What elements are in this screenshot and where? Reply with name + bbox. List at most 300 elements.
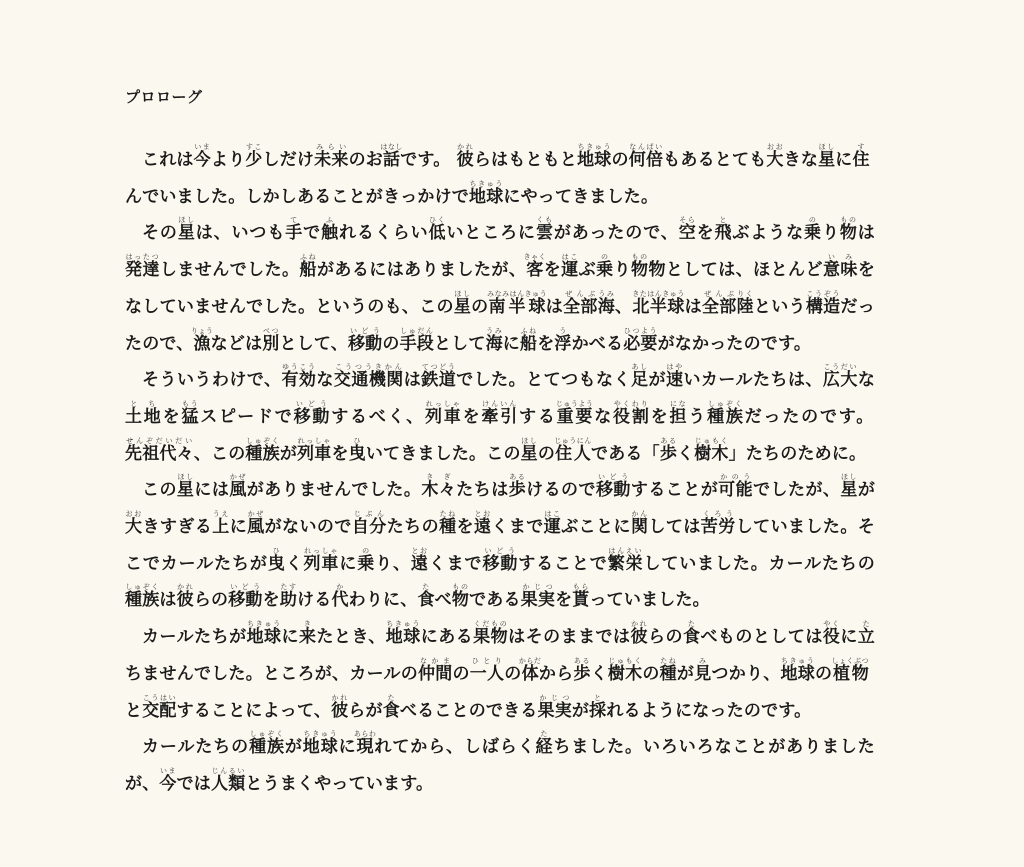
ruby-word — [555, 399, 594, 427]
text-run: 物としては、ほとんど — [648, 260, 823, 281]
ruby-word — [451, 583, 470, 611]
ruby-word — [572, 583, 590, 611]
ruby-base: 担 — [669, 406, 689, 427]
text-run: を — [543, 260, 562, 281]
text-run: に — [840, 627, 858, 648]
ruby-reading: ほし — [520, 436, 538, 445]
ruby-reading: じんるい — [211, 766, 246, 775]
ruby-reading: しゅぞく — [249, 730, 285, 739]
text-run: を — [456, 517, 474, 538]
ruby-reading: て — [285, 216, 303, 225]
ruby-reading: はったつ — [125, 253, 160, 262]
ruby-reading: ひ — [348, 436, 366, 445]
ruby-reading: しゅぞく — [125, 583, 160, 592]
ruby-word — [631, 253, 649, 281]
text-run: しませんでした。 — [159, 260, 300, 281]
ruby-reading: すこ — [245, 143, 263, 151]
ruby-base: 客 — [523, 260, 547, 281]
text-run: れるようになったのです。 — [606, 700, 812, 721]
ruby-word — [424, 399, 463, 427]
ruby-base: 食 — [417, 590, 435, 611]
ruby-base: 触 — [321, 223, 339, 244]
ruby-word — [518, 656, 542, 684]
ruby-word — [303, 546, 340, 574]
ruby-reading: かれ — [630, 620, 648, 629]
ruby-reading: た — [857, 620, 875, 629]
ruby-base: 有効 — [281, 370, 317, 391]
ruby-word — [262, 326, 280, 354]
ruby-base: 重要 — [555, 406, 594, 427]
ruby-reading: いま — [159, 766, 177, 775]
text-run: は — [545, 296, 564, 317]
ruby-reading: りょう — [190, 326, 214, 335]
ruby-base: 彼 — [331, 700, 349, 721]
ruby-reading: りく — [736, 289, 754, 298]
ruby-word — [508, 473, 527, 501]
text-run: とうまくやっています。 — [245, 773, 434, 794]
text-run: が — [857, 480, 876, 501]
text-run: その — [142, 223, 178, 244]
ruby-reading: ほし — [818, 143, 836, 151]
ruby-base: 話 — [380, 150, 403, 170]
text-run: だったので、 — [125, 296, 875, 354]
text-run: けるので — [526, 480, 596, 501]
text-run: は — [159, 590, 177, 611]
ruby-base: 来 — [299, 627, 317, 648]
ruby-reading: くも — [535, 216, 554, 225]
ruby-base: 歩 — [573, 663, 591, 684]
text-run: かべる — [571, 333, 624, 354]
ruby-word — [249, 730, 285, 758]
text-run: な — [857, 370, 876, 391]
ruby-base: 発達 — [125, 260, 160, 281]
ruby-word — [190, 326, 214, 354]
ruby-reading: か — [331, 583, 349, 592]
ruby-word — [718, 473, 754, 501]
text-run: の — [815, 663, 833, 684]
text-run: きすぎる — [142, 517, 213, 538]
ruby-base: 交通機関 — [333, 370, 404, 391]
ruby-word — [380, 143, 403, 170]
ruby-reading: くだもの — [473, 620, 508, 629]
ruby-word — [245, 143, 263, 170]
ruby-base: 役 — [822, 627, 841, 648]
ruby-reading: そら — [678, 216, 696, 225]
ruby-word — [822, 363, 858, 391]
ruby-base: 列車 — [303, 553, 340, 574]
page-title: プロローグ — [125, 88, 203, 106]
ruby-word — [297, 436, 332, 464]
text-run: を — [462, 406, 482, 427]
text-run: っていました。 — [589, 590, 710, 611]
ruby-word — [520, 436, 538, 464]
ruby-base: 種族 — [707, 406, 745, 427]
text-run: いてきました。この — [365, 443, 521, 464]
ruby-reading: た — [417, 583, 435, 592]
text-run: ちませんでした。ところが、カールの — [125, 663, 418, 684]
text-run: していました。カールたちの — [643, 553, 875, 574]
ruby-reading: す — [852, 143, 870, 151]
ruby-reading: の — [357, 546, 375, 555]
ruby-base: 上 — [212, 517, 230, 538]
text-run: することが — [630, 480, 719, 501]
ruby-word — [125, 436, 194, 464]
ruby-base: 一人 — [469, 663, 505, 684]
ruby-reading: み — [694, 656, 712, 665]
ruby-word — [385, 620, 421, 648]
ruby-reading: ある — [573, 656, 591, 665]
text-run: らの — [193, 590, 229, 611]
ruby-reading: かぜ — [229, 473, 247, 482]
ruby-reading: ぜんぶ — [563, 289, 598, 298]
paragraph — [125, 472, 875, 619]
text-run: らの — [648, 627, 683, 648]
ruby-base: 少 — [245, 150, 263, 170]
text-run: くまで — [491, 517, 544, 538]
ruby-base: 種族 — [249, 737, 285, 758]
ruby-base: 牽引 — [481, 406, 520, 427]
text-run: な — [316, 370, 334, 391]
ruby-word — [694, 656, 712, 684]
ruby-base: 乗 — [596, 260, 614, 281]
ruby-reading: うみ — [597, 289, 615, 298]
text-run: れるくらい — [338, 223, 429, 244]
ruby-base: 遠 — [410, 553, 429, 574]
ruby-reading: と — [714, 216, 732, 225]
text-run: をなしていませんでした。というのも、この — [125, 260, 876, 317]
ruby-base: 遠 — [473, 517, 492, 538]
ruby-word — [331, 583, 349, 611]
ruby-reading: やくわり — [613, 399, 650, 408]
ruby-word — [630, 363, 649, 391]
ruby-base: 歩 — [508, 480, 527, 501]
ruby-word — [245, 436, 280, 464]
ruby-reading: ゆうこう — [281, 363, 317, 372]
ruby-base: 助 — [279, 590, 298, 611]
text-run: が — [279, 443, 298, 464]
ruby-word — [607, 656, 643, 684]
ruby-base: 今 — [193, 150, 211, 170]
ruby-reading: じゅもく — [607, 656, 643, 665]
ruby-reading: しゅぞく — [245, 436, 280, 445]
ruby-base: 現 — [353, 737, 377, 758]
ruby-base: 船 — [519, 333, 538, 354]
ruby-word — [193, 143, 211, 170]
ruby-reading: かじつ — [537, 693, 572, 702]
text-run: の — [642, 663, 660, 684]
text-run: の — [452, 663, 470, 684]
ruby-word — [630, 620, 648, 648]
ruby-base: 住人 — [554, 443, 592, 464]
ruby-word — [125, 510, 143, 538]
ruby-word — [631, 510, 649, 538]
ruby-word — [357, 546, 376, 574]
text-run: スピードで — [200, 406, 294, 427]
ruby-reading: いどう — [347, 326, 383, 335]
ruby-reading: かん — [631, 510, 649, 519]
ruby-reading: ふね — [519, 326, 538, 335]
ruby-word — [469, 656, 505, 684]
ruby-base: 星 — [177, 223, 196, 244]
ruby-word — [563, 289, 598, 317]
text-run: ぶような — [732, 223, 805, 244]
ruby-base: 海 — [485, 333, 503, 354]
ruby-word — [597, 289, 616, 317]
ruby-reading: しゅぞく — [707, 399, 744, 408]
ruby-base: 星 — [818, 150, 836, 170]
ruby-word — [632, 289, 685, 317]
ruby-reading: なかま — [418, 656, 453, 665]
text-run: く — [677, 443, 695, 464]
text-run: として、 — [279, 333, 348, 354]
ruby-base: 鉄道 — [421, 370, 457, 391]
text-run: である「 — [591, 443, 660, 464]
ruby-reading: とお — [410, 546, 429, 555]
ruby-reading: いどう — [482, 546, 518, 555]
ruby-reading: みらい — [314, 143, 349, 151]
text-run: の — [382, 333, 400, 354]
ruby-word — [421, 363, 457, 391]
ruby-base: 構造 — [805, 296, 841, 317]
ruby-word — [246, 620, 282, 648]
text-run: つかり、 — [711, 663, 781, 684]
text-run: の — [471, 296, 489, 317]
text-run: う — [688, 406, 708, 427]
ruby-base: 採 — [589, 700, 607, 721]
text-run: する — [519, 406, 557, 427]
ruby-reading: ちきゅう — [469, 179, 504, 188]
ruby-base: 雲 — [535, 223, 554, 244]
text-run: べものとしては — [700, 627, 823, 648]
ruby-base: 自分 — [351, 517, 387, 538]
text-run: より — [210, 150, 246, 170]
text-run: の — [504, 663, 522, 684]
ruby-word — [348, 436, 366, 464]
ruby-word — [766, 143, 784, 170]
ruby-word — [473, 510, 492, 538]
text-run: 、この — [193, 443, 246, 464]
ruby-base: 樹木 — [607, 663, 643, 684]
text-run: べることのできる — [399, 700, 538, 721]
ruby-base: 代 — [331, 590, 349, 611]
ruby-reading: ほし — [840, 473, 858, 482]
ruby-word — [351, 510, 387, 538]
ruby-word — [421, 473, 457, 501]
ruby-base: 貰 — [572, 590, 590, 611]
ruby-word — [839, 216, 858, 244]
ruby-base: 意味 — [822, 260, 858, 281]
ruby-word — [125, 253, 160, 281]
ruby-word — [554, 326, 572, 354]
text-run: カールたちが — [142, 627, 247, 648]
text-run: を — [262, 590, 280, 611]
text-run: 」たちのために。 — [728, 443, 867, 464]
ruby-word — [302, 730, 339, 758]
text-run: があったので、 — [553, 223, 679, 244]
text-run: れてから、しばらく — [373, 737, 536, 758]
ruby-word — [665, 363, 684, 391]
ruby-base: 地球 — [385, 627, 421, 648]
text-run: で — [303, 223, 322, 244]
ruby-base: 彼 — [176, 590, 194, 611]
ruby-base: 種 — [439, 517, 457, 538]
text-run: く — [285, 553, 304, 574]
ruby-reading: かじつ — [520, 583, 556, 592]
text-run: くまで — [428, 553, 483, 574]
ruby-reading: もら — [572, 583, 590, 592]
ruby-word — [453, 289, 472, 317]
ruby-base: 地球 — [577, 150, 612, 170]
ruby-word — [299, 620, 317, 648]
ruby-reading: じぶん — [351, 510, 387, 519]
ruby-base: 速 — [665, 370, 684, 391]
ruby-word — [736, 289, 754, 317]
text-run: ぶことに — [561, 517, 631, 538]
text-run: べ — [434, 590, 452, 611]
text-run: もあるとても — [663, 150, 767, 170]
ruby-base: 可能 — [718, 480, 754, 501]
ruby-word — [714, 216, 733, 244]
ruby-word — [669, 399, 689, 427]
text-run: に — [502, 333, 520, 354]
ruby-reading: れっしゃ — [297, 436, 332, 445]
ruby-word — [780, 656, 815, 684]
ruby-reading: ちきゅう — [302, 730, 338, 739]
ruby-base: 今 — [159, 773, 177, 794]
ruby-base: 星 — [520, 443, 538, 464]
ruby-word — [805, 289, 841, 317]
ruby-reading: うえ — [212, 510, 230, 519]
ruby-word — [228, 583, 263, 611]
ruby-reading: いどう — [595, 473, 631, 482]
ruby-reading: もの — [631, 253, 649, 262]
ruby-reading: とお — [473, 510, 492, 519]
ruby-reading: いみ — [822, 253, 858, 262]
ruby-base: 星 — [453, 296, 472, 317]
ruby-word — [678, 216, 697, 244]
ruby-base: 漁 — [190, 333, 214, 354]
ruby-reading: みなみはんきゅう — [487, 289, 548, 298]
ruby-word — [212, 510, 230, 538]
ruby-reading: しょくぶつ — [831, 656, 869, 665]
ruby-reading: き — [299, 620, 317, 629]
ruby-word — [694, 436, 729, 464]
ruby-reading: ちきゅう — [577, 143, 612, 151]
ruby-word — [469, 179, 504, 207]
ruby-reading: ふ — [321, 216, 339, 225]
text-run: を — [162, 406, 182, 427]
ruby-reading: こうぞう — [805, 289, 841, 298]
ruby-word — [596, 253, 614, 281]
ruby-reading: なんばい — [628, 143, 664, 151]
ruby-base: 船 — [299, 260, 317, 281]
ruby-word — [382, 693, 400, 721]
ruby-reading: ふね — [299, 253, 317, 262]
ruby-base: 何倍 — [628, 150, 664, 170]
ruby-base: 乗 — [804, 223, 822, 244]
ruby-reading: たす — [279, 583, 298, 592]
text-run: は — [684, 296, 702, 317]
text-run: いカールたちは、 — [683, 370, 823, 391]
ruby-base: 南半球 — [487, 296, 548, 317]
text-run: わりに、 — [348, 590, 418, 611]
ruby-base: 海 — [597, 296, 616, 317]
ruby-base: 猛 — [181, 406, 201, 427]
ruby-base: 先祖代々 — [125, 443, 194, 464]
ruby-reading: いま — [193, 143, 211, 151]
ruby-word — [659, 656, 677, 684]
ruby-base: 星 — [840, 480, 858, 501]
ruby-base: 全部 — [701, 296, 737, 317]
ruby-base: 列車 — [297, 443, 332, 464]
ruby-reading: たね — [659, 656, 677, 665]
ruby-word — [628, 143, 664, 170]
ruby-reading: た — [682, 620, 701, 629]
text-run: く — [590, 663, 608, 684]
ruby-reading: せんぞだいだい — [125, 436, 194, 445]
ruby-base: 広大 — [822, 370, 858, 391]
ruby-word — [177, 216, 196, 244]
ruby-reading: べつ — [262, 326, 280, 335]
ruby-word — [707, 399, 745, 427]
paragraph — [125, 362, 875, 472]
text-run: があるにはありましたが、 — [316, 260, 527, 281]
ruby-word — [607, 546, 644, 574]
ruby-base: 食 — [382, 700, 400, 721]
ruby-base: 種 — [659, 663, 677, 684]
ruby-reading: いどう — [293, 399, 330, 408]
ruby-reading: ほし — [453, 289, 472, 298]
ruby-base: 地球 — [469, 186, 504, 207]
ruby-word — [822, 253, 858, 281]
ruby-word — [481, 399, 520, 427]
ruby-word — [554, 436, 592, 464]
ruby-reading: くろう — [700, 510, 736, 519]
text-run: の — [611, 150, 629, 170]
ruby-base: 体 — [518, 663, 542, 684]
text-run: を — [696, 223, 715, 244]
ruby-base: 木々 — [421, 480, 457, 501]
ruby-reading: もう — [181, 399, 199, 408]
text-run: でした。とてつもなく — [456, 370, 631, 391]
ruby-word — [279, 583, 298, 611]
ruby-word — [831, 656, 869, 684]
ruby-base: 樹木 — [694, 443, 729, 464]
ruby-reading: ある — [659, 436, 678, 445]
ruby-base: 全部 — [563, 296, 598, 317]
ruby-word — [535, 730, 554, 758]
paragraph — [125, 729, 875, 802]
ruby-reading: ちきゅう — [246, 620, 282, 629]
ruby-word — [176, 583, 194, 611]
text-run: り — [821, 223, 840, 244]
ruby-base: 足 — [630, 370, 649, 391]
text-run: ける — [297, 590, 332, 611]
ruby-reading: かれ — [176, 583, 194, 592]
ruby-reading: かのう — [718, 473, 753, 482]
text-run: り — [613, 260, 632, 281]
ruby-base: 植物 — [831, 663, 869, 684]
text-run: らはもともと — [473, 150, 578, 170]
ruby-base: 仲間 — [418, 663, 453, 684]
ruby-reading: じゅうにん — [554, 436, 592, 445]
text-run: しだけ — [262, 150, 315, 170]
ruby-reading: てつどう — [421, 363, 456, 372]
ruby-word — [613, 399, 651, 427]
text-run: この — [142, 480, 177, 501]
text-run: に — [338, 737, 357, 758]
ruby-reading: じゅうよう — [555, 399, 594, 408]
